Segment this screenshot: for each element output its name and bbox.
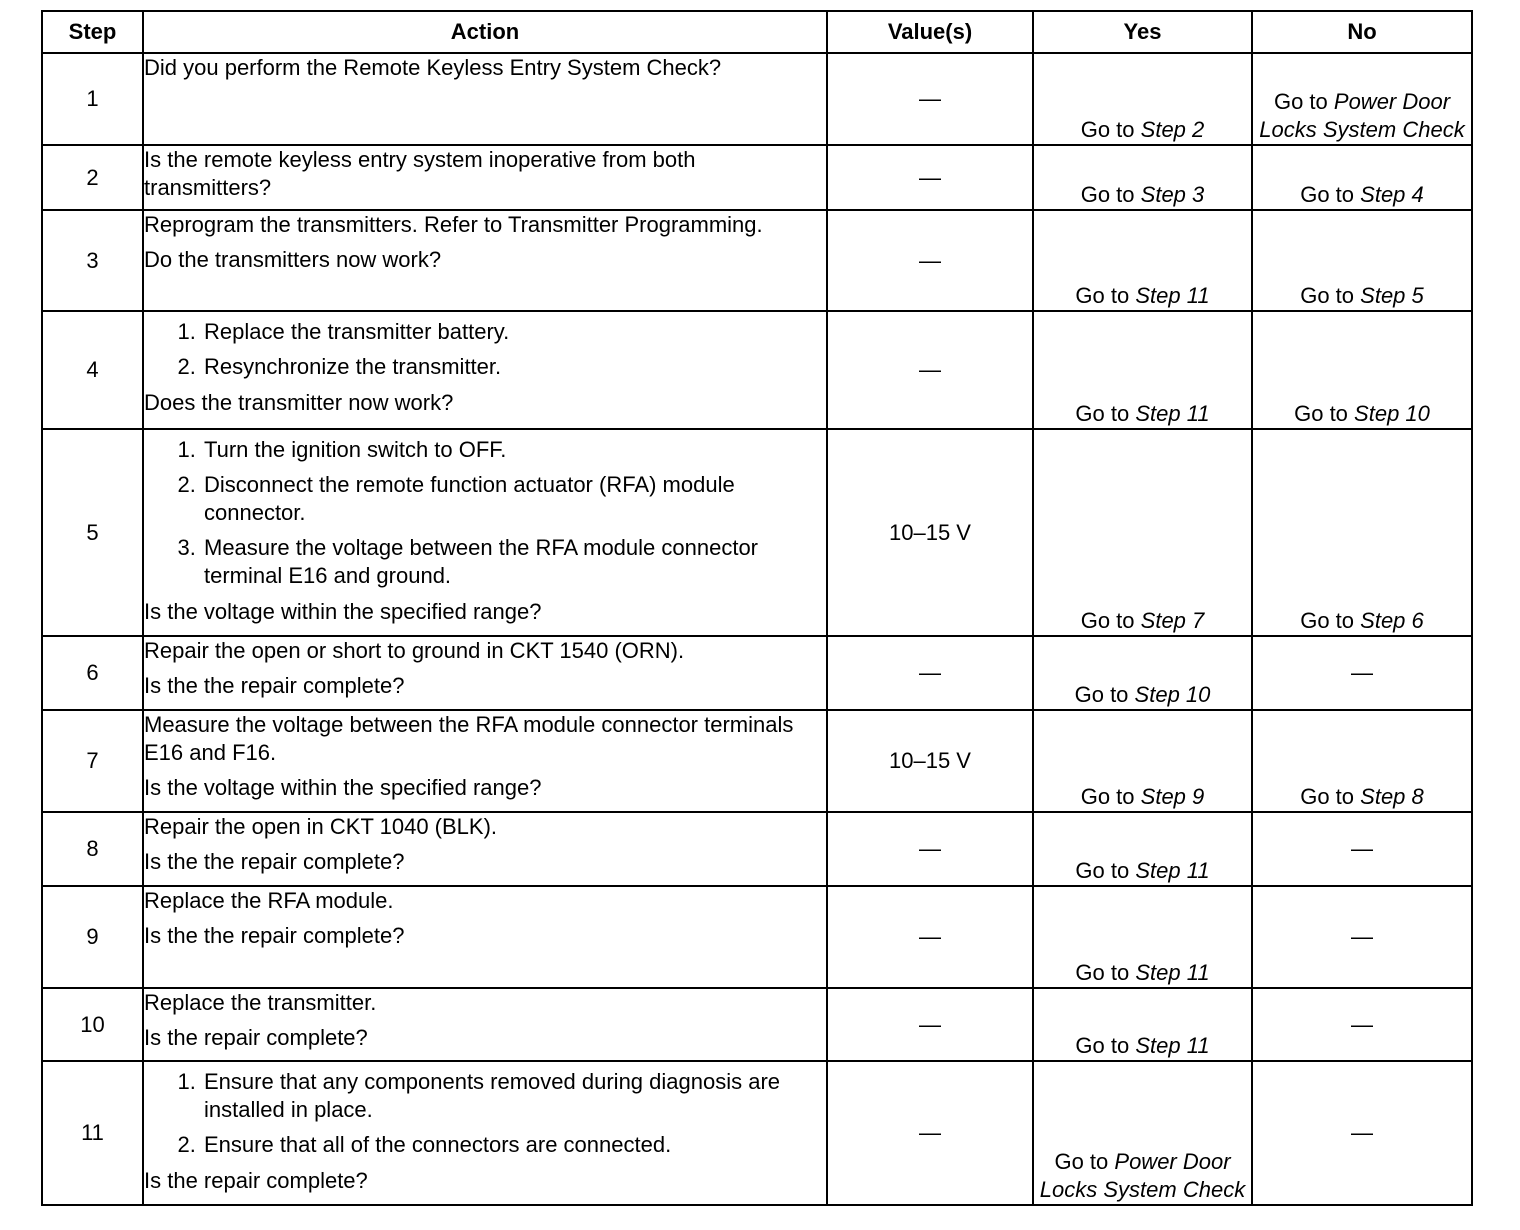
yes-link [1075, 1033, 1209, 1058]
yes-link [1075, 858, 1209, 883]
step-cell: 1 [42, 53, 143, 145]
action-cell [143, 145, 827, 210]
yes-prefix: Go to [1075, 1033, 1130, 1058]
yes-target: Step 11 [1135, 858, 1210, 883]
table-row [42, 636, 1472, 710]
header-yes: Yes [1033, 11, 1252, 53]
table-row [42, 812, 1472, 886]
table-row [42, 1061, 1472, 1205]
no-prefix: Go to [1273, 89, 1328, 114]
table-row [42, 145, 1472, 210]
action-question: Is the repair complete? [144, 1168, 368, 1193]
action-steps [144, 318, 826, 381]
no-cell [1252, 429, 1472, 636]
header-values: Value(s) [827, 11, 1033, 53]
header-row [42, 11, 1472, 53]
step-cell: 7 [42, 710, 143, 812]
action-cell [143, 210, 827, 311]
action-question: Is the repair complete? [144, 1025, 368, 1050]
action-question: Is the the repair complete? [144, 673, 405, 698]
no-cell [1252, 210, 1472, 311]
yes-link [1081, 784, 1205, 809]
action-cell [143, 636, 827, 710]
action-cell [143, 988, 827, 1061]
action-step: 1. Ensure that any components removed during diagnosis are installed in place. [202, 1068, 826, 1124]
no-link [1294, 401, 1430, 426]
no-link [1300, 784, 1424, 809]
step-cell: 9 [42, 886, 143, 988]
action-cell [143, 1061, 827, 1205]
no-link [1300, 283, 1424, 308]
step-cell: 6 [42, 636, 143, 710]
action-text: Measure the voltage between the RFA module connector terminals E16 and F16. [144, 712, 794, 765]
no-prefix: Go to [1300, 608, 1355, 633]
yes-target: Step 11 [1135, 960, 1210, 985]
action-step: 1. Replace the transmitter battery. [202, 318, 826, 346]
value-cell: — [827, 145, 1033, 210]
step-cell: 11 [42, 1061, 143, 1205]
no-cell: — [1252, 1061, 1472, 1205]
yes-cell [1033, 988, 1252, 1061]
no-prefix: Go to [1294, 401, 1348, 426]
no-cell: — [1252, 988, 1472, 1061]
value-cell: — [827, 210, 1033, 311]
action-text: Did you perform the Remote Keyless Entry System Check? [144, 55, 722, 80]
header-action: Action [143, 11, 827, 53]
action-question: Do the transmitters now work? [144, 247, 442, 272]
value-cell: 10–15 V [827, 429, 1033, 636]
yes-target: Step 11 [1135, 283, 1210, 308]
yes-link [1075, 682, 1211, 707]
no-target: Step 10 [1354, 401, 1430, 426]
yes-link [1075, 283, 1209, 308]
no-cell: — [1252, 636, 1472, 710]
yes-cell [1033, 812, 1252, 886]
yes-target: Power Door Locks System Check [1039, 1149, 1246, 1202]
value-cell: — [827, 311, 1033, 429]
table-row [42, 988, 1472, 1061]
no-cell: — [1252, 812, 1472, 886]
yes-target: Step 11 [1135, 1033, 1210, 1058]
table-row [42, 886, 1472, 988]
action-steps [144, 1068, 826, 1159]
yes-link [1075, 960, 1209, 985]
yes-link [1075, 401, 1209, 426]
yes-cell [1033, 429, 1252, 636]
yes-link [1081, 182, 1205, 207]
yes-prefix: Go to [1075, 858, 1130, 883]
yes-cell [1033, 53, 1252, 145]
step-cell: 5 [42, 429, 143, 636]
action-cell [143, 812, 827, 886]
no-prefix: Go to [1300, 283, 1355, 308]
value-cell: — [827, 886, 1033, 988]
value-cell: — [827, 1061, 1033, 1205]
action-text: Reprogram the transmitters. Refer to Transmitter Programming. [144, 212, 763, 237]
no-cell [1252, 53, 1472, 145]
action-cell [143, 311, 827, 429]
action-question: Does the transmitter now work? [144, 390, 454, 415]
step-cell: 4 [42, 311, 143, 429]
value-cell: — [827, 812, 1033, 886]
table-row [42, 210, 1472, 311]
table-row [42, 53, 1472, 145]
action-cell [143, 710, 827, 812]
yes-prefix: Go to [1080, 784, 1135, 809]
yes-cell [1033, 311, 1252, 429]
no-link [1259, 89, 1464, 142]
diagnostic-table [41, 10, 1473, 1206]
action-step: 3. Measure the voltage between the RFA module connector terminal E16 and ground. [202, 534, 826, 590]
yes-prefix: Go to [1080, 182, 1135, 207]
yes-target: Step 2 [1140, 117, 1205, 142]
value-cell: — [827, 53, 1033, 145]
header-step: Step [42, 11, 143, 53]
yes-prefix: Go to [1075, 401, 1130, 426]
action-question: Is the voltage within the specified range? [144, 599, 542, 624]
action-question: Is the the repair complete? [144, 923, 405, 948]
yes-link [1081, 608, 1205, 633]
action-cell [143, 53, 827, 145]
no-link [1300, 182, 1424, 207]
action-cell [143, 429, 827, 636]
action-cell [143, 886, 827, 988]
no-prefix: Go to [1300, 784, 1355, 809]
no-target: Step 6 [1360, 608, 1424, 633]
yes-prefix: Go to [1080, 117, 1135, 142]
action-text: Is the remote keyless entry system inoperative from both transmitters? [144, 147, 696, 200]
yes-target: Step 11 [1135, 401, 1210, 426]
yes-cell [1033, 210, 1252, 311]
yes-prefix: Go to [1074, 682, 1129, 707]
yes-prefix: Go to [1075, 960, 1130, 985]
yes-link [1040, 1149, 1245, 1202]
yes-prefix: Go to [1054, 1149, 1109, 1174]
action-step: 2. Disconnect the remote function actuator (RFA) module connector. [202, 471, 826, 527]
step-cell: 10 [42, 988, 143, 1061]
value-cell: — [827, 636, 1033, 710]
yes-target: Step 3 [1140, 182, 1205, 207]
no-cell: — [1252, 886, 1472, 988]
step-cell: 3 [42, 210, 143, 311]
action-text: Repair the open in CKT 1040 (BLK). [144, 814, 498, 839]
header-no: No [1252, 11, 1472, 53]
action-step: 2. Ensure that all of the connectors are connected. [202, 1131, 826, 1159]
action-question: Is the voltage within the specified range? [144, 775, 542, 800]
yes-prefix: Go to [1075, 283, 1130, 308]
action-step: 2. Resynchronize the transmitter. [202, 353, 826, 381]
yes-target: Step 9 [1140, 784, 1205, 809]
table-row [42, 710, 1472, 812]
yes-cell [1033, 636, 1252, 710]
value-cell: — [827, 988, 1033, 1061]
no-target: Step 4 [1360, 182, 1424, 207]
table-row [42, 429, 1472, 636]
step-cell: 8 [42, 812, 143, 886]
no-cell [1252, 710, 1472, 812]
action-question: Is the the repair complete? [144, 849, 405, 874]
no-prefix: Go to [1300, 182, 1355, 207]
yes-prefix: Go to [1080, 608, 1135, 633]
yes-cell [1033, 710, 1252, 812]
yes-target: Step 10 [1134, 682, 1211, 707]
action-steps [144, 436, 826, 590]
yes-cell [1033, 886, 1252, 988]
action-text: Replace the RFA module. [144, 888, 394, 913]
no-target: Step 8 [1360, 784, 1424, 809]
no-cell [1252, 145, 1472, 210]
no-cell [1252, 311, 1472, 429]
yes-link [1081, 117, 1205, 142]
yes-cell [1033, 145, 1252, 210]
yes-target: Step 7 [1140, 608, 1205, 633]
action-step: 1. Turn the ignition switch to OFF. [202, 436, 826, 464]
table-row [42, 311, 1472, 429]
value-cell: 10–15 V [827, 710, 1033, 812]
step-cell: 2 [42, 145, 143, 210]
action-text: Replace the transmitter. [144, 990, 377, 1015]
no-target: Power Door Locks System Check [1259, 89, 1465, 142]
no-target: Step 5 [1360, 283, 1424, 308]
action-text: Repair the open or short to ground in CKT 1540 (ORN). [144, 638, 685, 663]
no-link [1300, 608, 1424, 633]
yes-cell [1033, 1061, 1252, 1205]
